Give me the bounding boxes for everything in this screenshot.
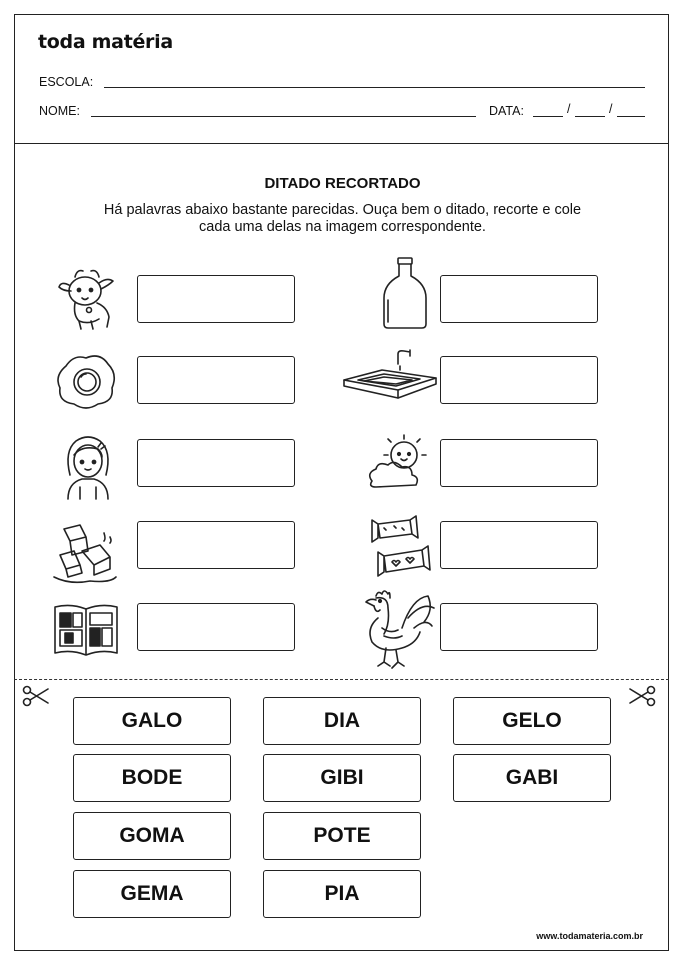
rooster-icon: [362, 588, 432, 658]
website-footer[interactable]: www.todamateria.com.br: [536, 931, 643, 941]
activity-title: DITADO RECORTADO: [264, 175, 421, 192]
word-card[interactable]: GELO: [453, 697, 611, 745]
activity-instructions: Há palavras abaixo bastante parecidas. Ouça bem o ditado, recorte e cole cada uma delas na imagem correspondente.: [103, 202, 582, 235]
scissors-icon: [628, 685, 656, 707]
answer-box[interactable]: [440, 356, 598, 404]
word-card[interactable]: GABI: [453, 754, 611, 802]
date-month-line[interactable]: [575, 116, 605, 117]
word-card[interactable]: PIA: [263, 870, 421, 918]
word-card[interactable]: DIA: [263, 697, 421, 745]
date-separator: /: [609, 102, 613, 116]
name-label: NOME:: [39, 104, 80, 118]
answer-box[interactable]: [137, 275, 295, 323]
answer-box[interactable]: [440, 439, 598, 487]
date-year-line[interactable]: [617, 116, 645, 117]
comic-book-icon: [51, 593, 121, 663]
school-line[interactable]: [104, 87, 645, 88]
header-divider: [14, 143, 669, 144]
ice-cubes-icon: [50, 515, 120, 585]
logo: toda matéria: [38, 31, 173, 53]
answer-box[interactable]: [137, 521, 295, 569]
answer-box[interactable]: [137, 603, 295, 651]
scissors-icon: [22, 685, 50, 707]
date-day-line[interactable]: [533, 116, 563, 117]
girl-icon: [54, 431, 124, 501]
answer-box[interactable]: [440, 603, 598, 651]
answer-box[interactable]: [137, 356, 295, 404]
word-card[interactable]: GIBI: [263, 754, 421, 802]
word-card[interactable]: GOMA: [73, 812, 231, 860]
answer-box[interactable]: [440, 521, 598, 569]
answer-box[interactable]: [137, 439, 295, 487]
word-card[interactable]: BODE: [73, 754, 231, 802]
word-card[interactable]: GALO: [73, 697, 231, 745]
name-line[interactable]: [91, 116, 476, 117]
word-card[interactable]: GEMA: [73, 870, 231, 918]
goat-icon: [55, 263, 125, 333]
cut-line: [14, 679, 669, 680]
answer-box[interactable]: [440, 275, 598, 323]
bottle-icon: [370, 256, 440, 326]
word-card[interactable]: POTE: [263, 812, 421, 860]
date-label: DATA:: [489, 104, 524, 118]
sink-icon: [340, 348, 410, 418]
fried-egg-icon: [52, 346, 122, 416]
date-separator: /: [567, 102, 571, 116]
candies-icon: [368, 514, 438, 584]
sun-cloud-icon: [364, 431, 434, 501]
school-label: ESCOLA:: [39, 75, 94, 89]
